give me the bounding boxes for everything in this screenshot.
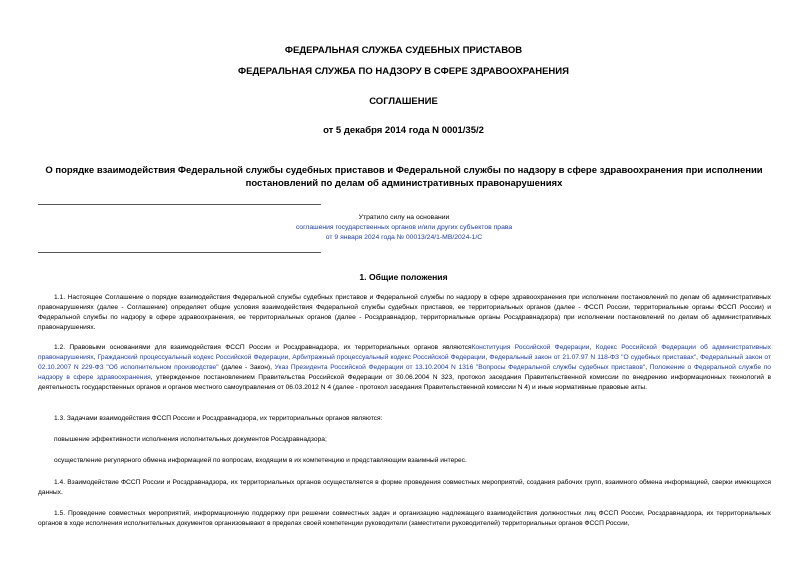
divider-bottom [38, 252, 321, 253]
paragraph-1-3-item-1: повышение эффективности исполнения исполнительных документов Росздравнадзора; [54, 436, 327, 443]
paragraph-1-3: 1.3. Задачами взаимодействия ФССП России и Росздравнадзора, их территориальных органов являются: [54, 415, 383, 422]
link-fz-229[interactable]: Федеральный закон от 02.10.2007 N 229-ФЗ "Об исполнительном производстве" [38, 354, 771, 371]
paragraph-1-4: 1.4. Взаимодействие ФССП России и Росздравнадзора, их территориальных органов осуществляется в форме проведения совместных мероприятий, создания рабочих групп, взаимного обмена информацией, сверки имеющихся данных. [38, 479, 771, 496]
expired-note-link-agreement[interactable]: соглашения государственных органов и/или других субъектов права [295, 223, 513, 231]
agency-title-fssp: ФЕДЕРАЛЬНАЯ СЛУЖБА СУДЕБНЫХ ПРИСТАВОВ [284, 45, 523, 56]
link-ukaz-1316[interactable]: Указ Президента Российской Федерации от 13.10.2004 N 1316 "Вопросы Федеральной службы судебных приставов" [274, 364, 646, 371]
expired-note-text: Утратило силу на основании [358, 214, 450, 221]
link-polozhenie[interactable]: Положение о Федеральной службе по надзору в сфере здравоохранения [38, 364, 771, 381]
paragraph-1-3-item-2: осуществление регулярного обмена информацией по вопросам, входящим в их компетенцию и представляющим взаимный интерес. [54, 457, 467, 464]
link-apk[interactable]: Арбитражный процессуальный кодекс Российской Федерации [292, 354, 486, 361]
document-subject: О порядке взаимодействия Федеральной службы судебных приставов и Федеральной службы по надзору в сфере здравоохранения при исполнении постановлений по делам об административных правонарушениях [45, 165, 763, 189]
agency-title-roszdravnadzor: ФЕДЕРАЛЬНАЯ СЛУЖБА ПО НАДЗОРУ В СФЕРЕ ЗДРАВООХРАНЕНИЯ [238, 66, 569, 77]
p1-2-law-note: (далее - Закон), [221, 364, 272, 371]
paragraph-1-2: 1.2. Правовыми основаниями для взаимодействия ФССП России и Росздравнадзора, их территориальных органов являютсяКонституция Российской Федерации, Кодекс Российской Федерации об административных правонарушениях, Гражданский процессуальный кодекс Российской Федерации, Арбитражный процессуальный кодекс Российской Федерации, Федеральный закон от 21.07.97 N 118-ФЗ "О судебных приставах", Федеральный закон от 02.10.2007 N 229-ФЗ "Об исполнительном производстве" (далее - Закон), Указ Президента Российской Федерации от 13.10.2004 N 1316 "Вопросы Федеральной службы судебных приставов", Положение о Федеральной службе по надзору в сфере здравоохранения, утвержденное постановлением Правительства Российской Федерации от 30.06.2004 N 323, протокол заседания Правительственной комиссии по внедрению информационных технологий в деятельность государственных органов и органов местного самоуправления от 06.03.2012 N 4 (далее - протокол заседания Правительственной комиссии N 4) и иные нормативные правовые акты. [38, 344, 771, 391]
paragraph-1-5: 1.5. Проведение совместных мероприятий, информационную поддержку при решении совместных задач и организацию надлежащего взаимодействия должностных лиц ФССП России, Росздравнадзора, их территориальных органов в ходе исполнения исполнительных документов организовывают в пределах своей компетенции руководители (заместители руководителей) территориальных органов ФССП России, [38, 510, 771, 527]
p1-2-tail: протокол заседания Правительственной комиссии по внедрению информационных технологий в деятельность государственных органов и органов местного самоуправления от 06.03.2012 N 4 (далее - протокол заседания Правительственной комиссии N 4) и иные нормативные правовые акты. [38, 374, 771, 391]
p1-2-approved: , утвержденное постановлением Правительства Российской Федерации от 30.06.2004 N 323, [150, 374, 455, 381]
link-fz-118[interactable]: Федеральный закон от 21.07.97 N 118-ФЗ "О судебных приставах" [489, 354, 697, 361]
document-type: СОГЛАШЕНИЕ [369, 96, 438, 107]
document-date-number: от 5 декабря 2014 года N 0001/35/2 [323, 125, 484, 136]
paragraph-1-1: 1.1. Настоящее Соглашение о порядке взаимодействия Федеральной службы судебных приставов и Федеральной службы по надзору в сфере здравоохранения при исполнении постановлений по делам об административных правонарушениях (далее - Соглашение) определяет общие условия взаимодействия Федеральной службы судебных приставов, ее территориальных органов (далее - ФССП России, территориальные органы ФССП России) и Федеральной службы по надзору в сфере здравоохранения, ее территориальных органов (далее - Росздравнадзор, территориальные органы Росздравнадзора) при исполнении постановлений по делам об административных правонарушениях. [38, 294, 771, 331]
link-koap[interactable]: Кодекс Российской Федерации об административных правонарушениях [38, 344, 771, 361]
link-gpk[interactable]: Гражданский процессуальный кодекс Российской Федерации [97, 354, 289, 361]
section-title: 1. Общие положения [359, 272, 448, 282]
divider-top [38, 204, 321, 205]
p1-2-intro: 1.2. Правовыми основаниями для взаимодействия ФССП России и Росздравнадзора, их территориальных органов являются [54, 344, 472, 351]
expired-note-link-date[interactable]: от 9 января 2024 года № 00013/24/1-МВ/2024-1/С [325, 233, 483, 241]
expired-note [250, 213, 558, 242]
link-constitution[interactable]: Конституция Российской Федерации [471, 344, 590, 351]
